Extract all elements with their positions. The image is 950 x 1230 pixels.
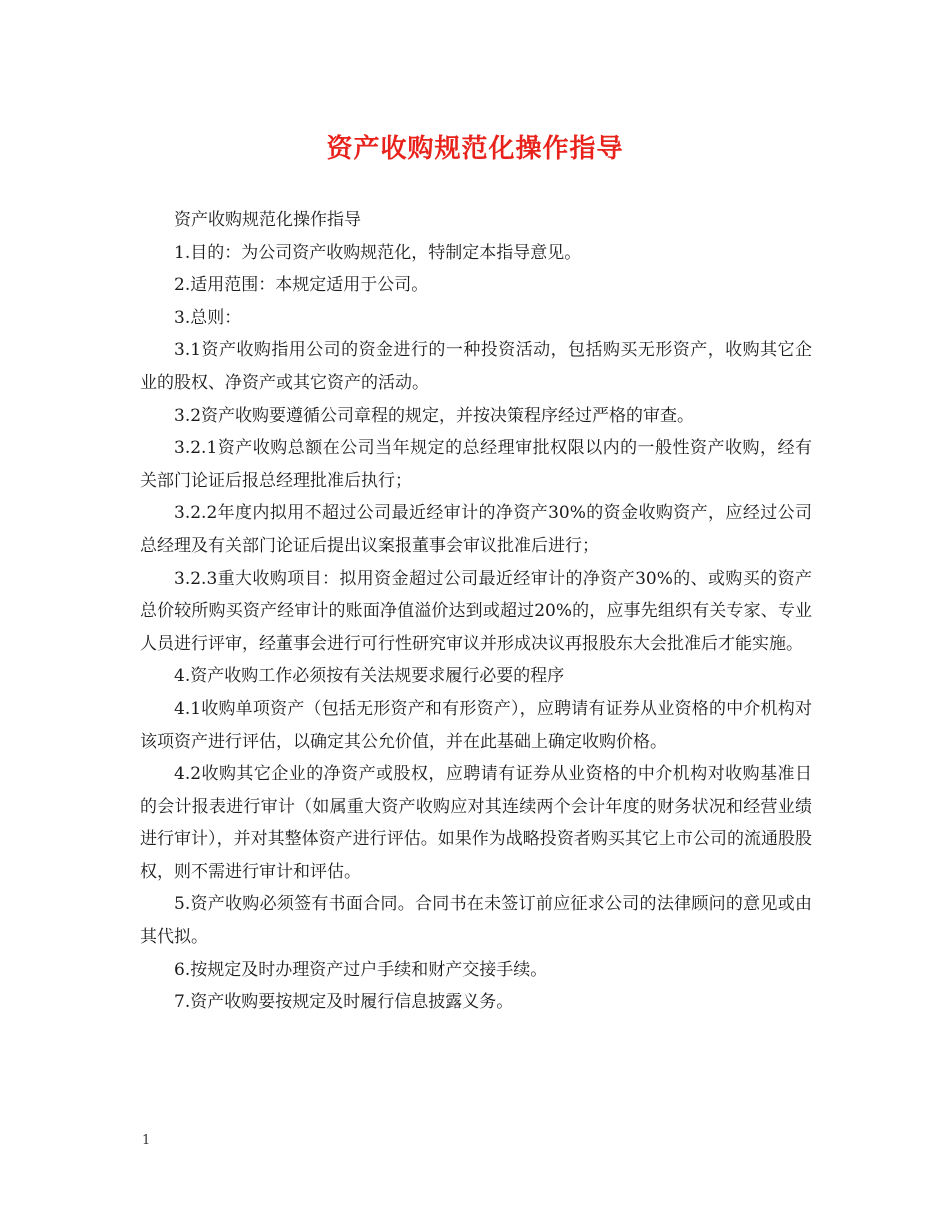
paragraph-5: 5.资产收购必须签有书面合同。合同书在未签订前应征求公司的法律顾问的意见或由其代拟。 bbox=[140, 894, 812, 948]
document-body bbox=[140, 204, 812, 1019]
paragraph-3-2-1: 3.2.1资产收购总额在公司当年规定的总经理审批权限以内的一般性资产收购，经有关部门论证后报总经理批准后执行； bbox=[140, 438, 812, 491]
paragraph-4-2: 4.2收购其它企业的净资产或股权，应聘请有证券从业资格的中介机构对收购基准日的会计报表进行审计（如属重大资产收购应对其连续两个会计年度的财务状况和经营业绩进行审计），并对其整体资产进行评估。如果作为战略投资者购买其它上市公司的流通股股权，则不需进行审计和评估。 bbox=[140, 764, 812, 882]
paragraph-4-1: 4.1收购单项资产（包括无形资产和有形资产），应聘请有证券从业资格的中介机构对该项资产进行评估，以确定其公允价值，并在此基础上确定收购价格。 bbox=[140, 698, 812, 752]
paragraph-scope: 2.适用范围：本规定适用于公司。 bbox=[174, 275, 429, 296]
paragraph-3-2-3: 3.2.3重大收购项目：拟用资金超过公司最近经审计的净资产30%的、或购买的资产总价较所购买资产经审计的账面净值溢价达到或超过20%的，应事先组织有关专家、专业人员进行评审，经董事会进行可行性研究审议并形成决议再报股东大会批准后才能实施。 bbox=[140, 568, 812, 654]
paragraph-3-2-2: 3.2.2年度内拟用不超过公司最近经审计的净资产30%的资金收购资产，应经过公司总经理及有关部门论证后提出议案报董事会审议批准后进行； bbox=[140, 503, 812, 556]
document-title: 资产收购规范化操作指导 bbox=[326, 134, 624, 164]
paragraph-heading: 资产收购规范化操作指导 bbox=[174, 210, 361, 230]
paragraph-3-2: 3.2资产收购要遵循公司章程的规定，并按决策程序经过严格的审查。 bbox=[174, 405, 695, 426]
paragraph-general: 3.总则： bbox=[174, 307, 242, 328]
paragraph-7: 7.资产收购要按规定及时履行信息披露义务。 bbox=[174, 992, 514, 1013]
paragraph-purpose: 1.目的：为公司资产收购规范化，特制定本指导意见。 bbox=[174, 242, 582, 263]
page-number: 1 bbox=[142, 1133, 151, 1148]
paragraph-6: 6.按规定及时办理资产过户手续和财产交接手续。 bbox=[174, 959, 548, 980]
paragraph-3-1: 3.1资产收购指用公司的资金进行的一种投资活动，包括购买无形资产，收购其它企业的股权、净资产或其它资产的活动。 bbox=[140, 340, 812, 393]
paragraph-4: 4.资产收购工作必须按有关法规要求履行必要的程序 bbox=[174, 666, 565, 687]
